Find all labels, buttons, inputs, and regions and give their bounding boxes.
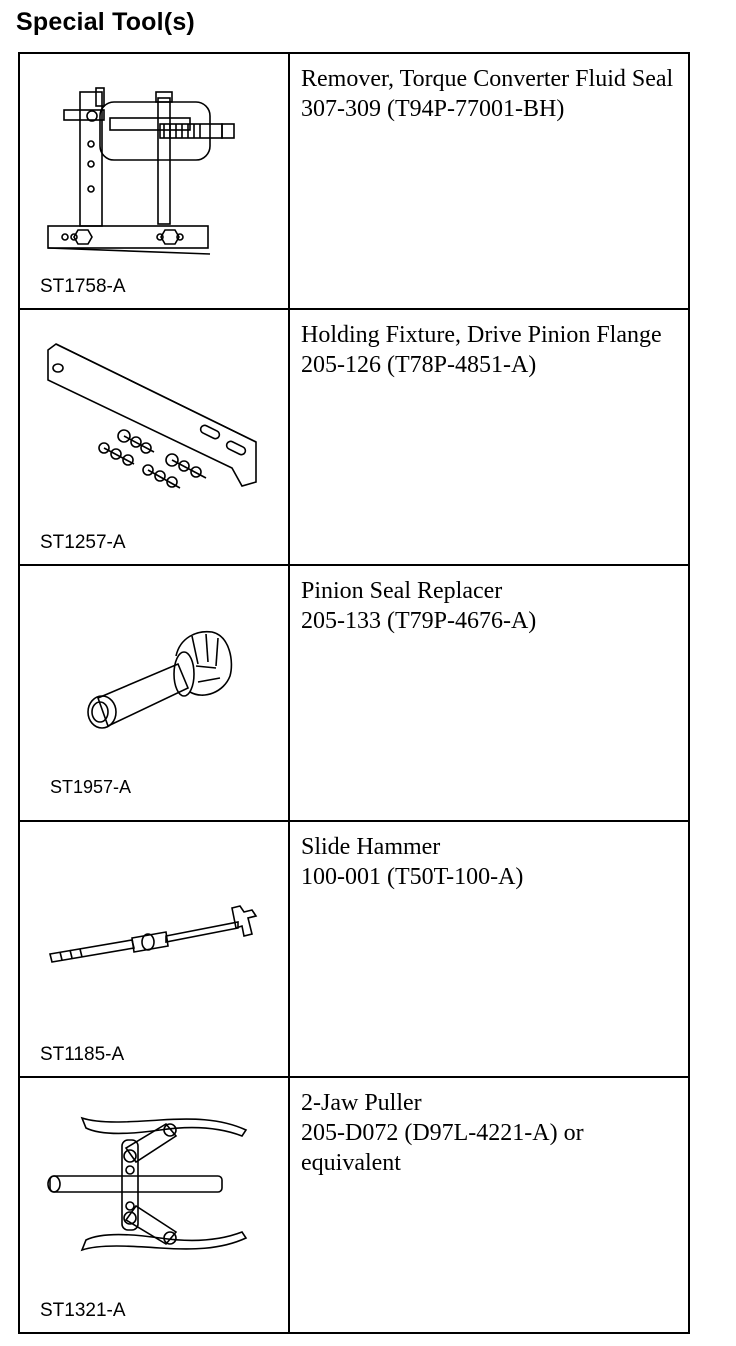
page-heading: Special Tool(s) (16, 8, 195, 36)
special-tools-table (18, 52, 690, 1334)
slide-hammer-icon (20, 822, 288, 1076)
jaw-puller-icon (20, 1078, 288, 1332)
seal-remover-icon (20, 54, 288, 308)
tool-code: ST1321-A (40, 1300, 126, 1321)
tool-description-cell (289, 565, 689, 821)
tool-number: 205-D072 (D97L-4221-A) or equivalent (301, 1120, 584, 1176)
tool-description-cell (289, 1077, 689, 1333)
tool-illustration-cell (19, 53, 289, 309)
tool-number: 307-309 (T94P-77001-BH) (301, 96, 565, 122)
tool-name: Holding Fixture, Drive Pinion Flange (301, 322, 662, 348)
tool-number: 205-126 (T78P-4851-A) (301, 352, 537, 378)
tool-row (19, 821, 689, 1077)
tool-name: Remover, Torque Converter Fluid Seal (301, 66, 674, 92)
tool-row (19, 53, 689, 309)
tool-illustration-cell (19, 821, 289, 1077)
holding-fixture-icon (20, 310, 288, 564)
tool-description-cell (289, 821, 689, 1077)
tool-name: Pinion Seal Replacer (301, 578, 503, 604)
tool-number: 205-133 (T79P-4676-A) (301, 608, 537, 634)
tool-description-cell (289, 309, 689, 565)
tool-row (19, 565, 689, 821)
tool-number: 100-001 (T50T-100-A) (301, 864, 524, 890)
tool-code: ST1957-A (50, 777, 132, 797)
tool-code: ST1257-A (40, 532, 126, 553)
tool-code: ST1758-A (40, 276, 126, 297)
tool-row (19, 1077, 689, 1333)
tool-name: Slide Hammer (301, 834, 441, 860)
tool-description-cell (289, 53, 689, 309)
tool-illustration-cell (19, 309, 289, 565)
tool-illustration-cell (19, 565, 289, 821)
tool-code: ST1185-A (40, 1044, 125, 1065)
tool-illustration-cell (19, 1077, 289, 1333)
tool-row (19, 309, 689, 565)
tool-name: 2-Jaw Puller (301, 1090, 422, 1116)
